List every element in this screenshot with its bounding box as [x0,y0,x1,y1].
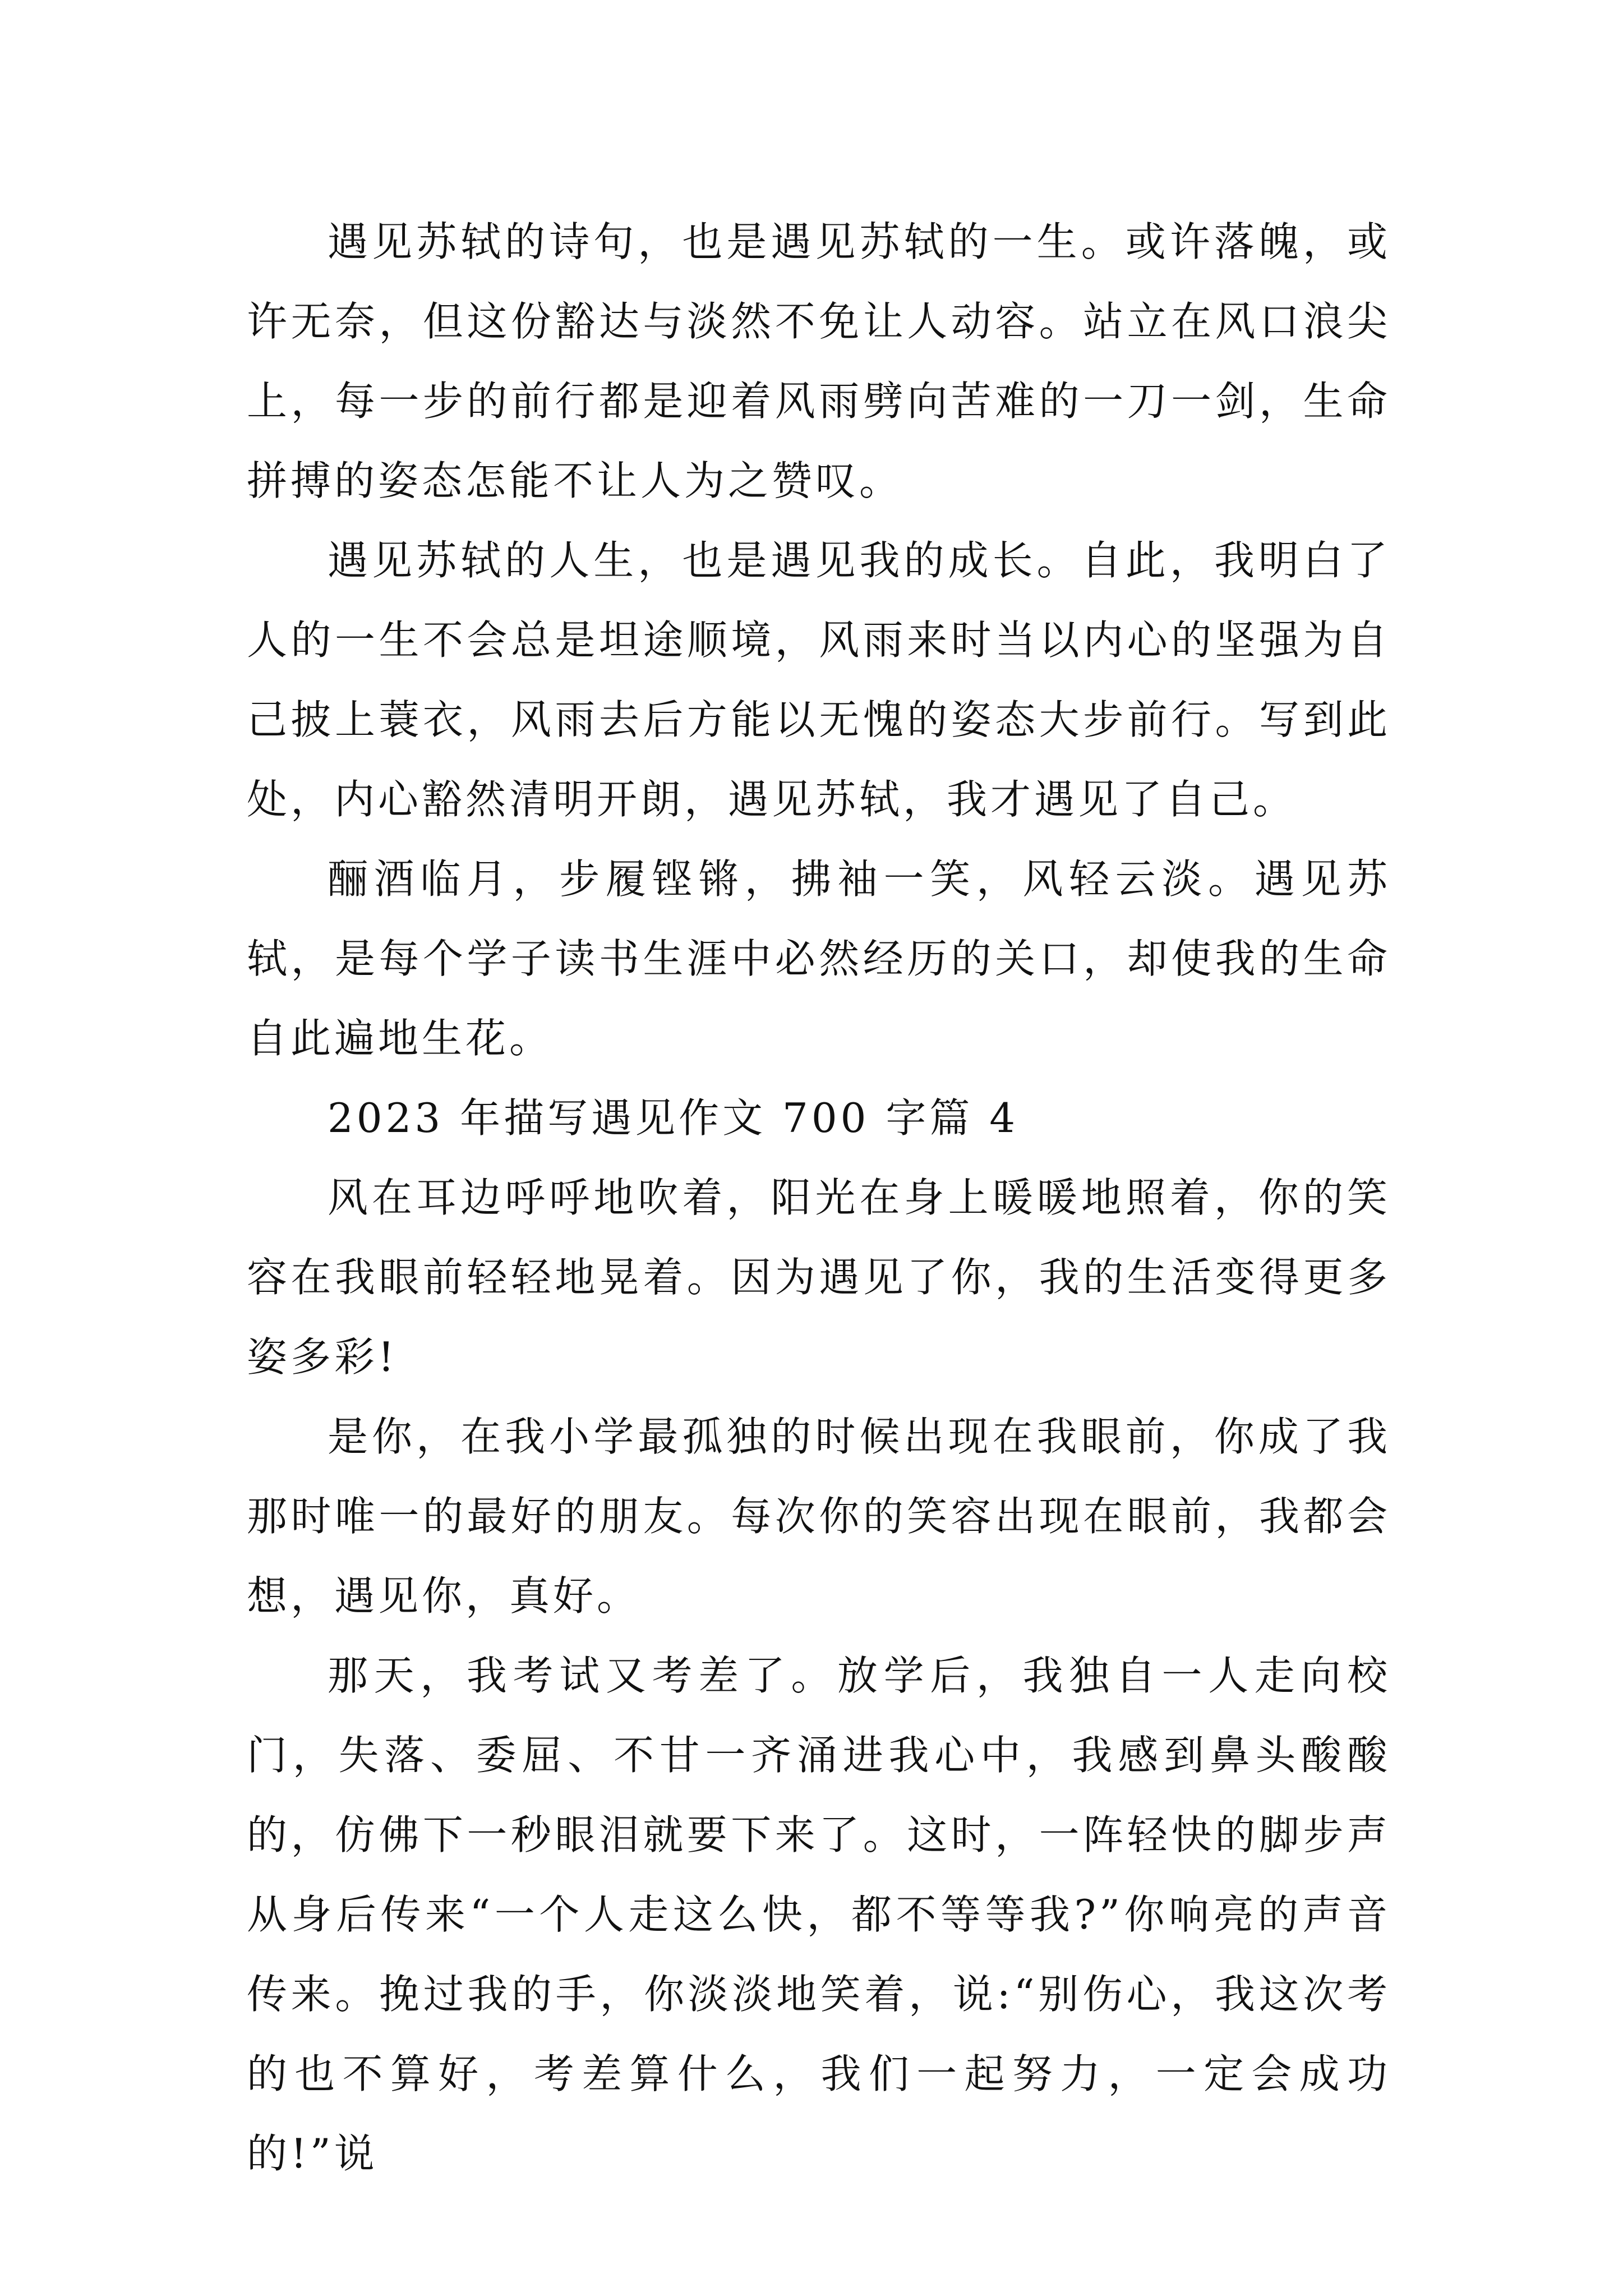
paragraph-5: 是你，在我小学最孤独的时候出现在我眼前，你成了我那时唯一的最好的朋友。每次你的笑容出现在眼前，我都会想，遇见你，真好。 [247,1413,1391,1619]
paragraph-2: 遇见苏轼的人生，也是遇见我的成长。自此，我明白了人的一生不会总是坦途顺境，风雨来时当以内心的坚强为自己披上蓑衣，风雨去后方能以无愧的姿态大步前行。写到此处，内心豁然清明开朗，遇见苏轼，我才遇见了自己。 [247,537,1391,823]
section-heading: 2023 年描写遇见作文 700 字篇 4 [328,1094,1019,1142]
document-body [247,202,1391,2193]
paragraph-3: 酾酒临月，步履铿锵，拂袖一笑，风轻云淡。遇见苏轼，是每个学子读书生涯中必然经历的关口，却使我的生命自此遍地生花。 [247,855,1391,1062]
paragraph-6: 那天，我考试又考差了。放学后，我独自一人走向校门，失落、委屈、不甘一齐涌进我心中，我感到鼻头酸酸的，仿佛下一秒眼泪就要下来了。这时，一阵轻快的脚步声从身后传来“一个人走这么快，都不等等我?”你响亮的声音传来。挽过我的手，你淡淡地笑着，说:“别伤心，我这次考的也不算好，考差算什么，我们一起努力，一定会成功的!”说 [247,1652,1391,2177]
paragraph-4: 风在耳边呼呼地吹着，阳光在身上暖暖地照着，你的笑容在我眼前轻轻地晃着。因为遇见了你，我的生活变得更多姿多彩! [247,1174,1391,1381]
paragraph-1: 遇见苏轼的诗句，也是遇见苏轼的一生。或许落魄，或许无奈，但这份豁达与淡然不免让人动容。站立在风口浪尖上，每一步的前行都是迎着风雨劈向苦难的一刀一剑，生命拼搏的姿态怎能不让人为之赞叹。 [247,218,1391,504]
